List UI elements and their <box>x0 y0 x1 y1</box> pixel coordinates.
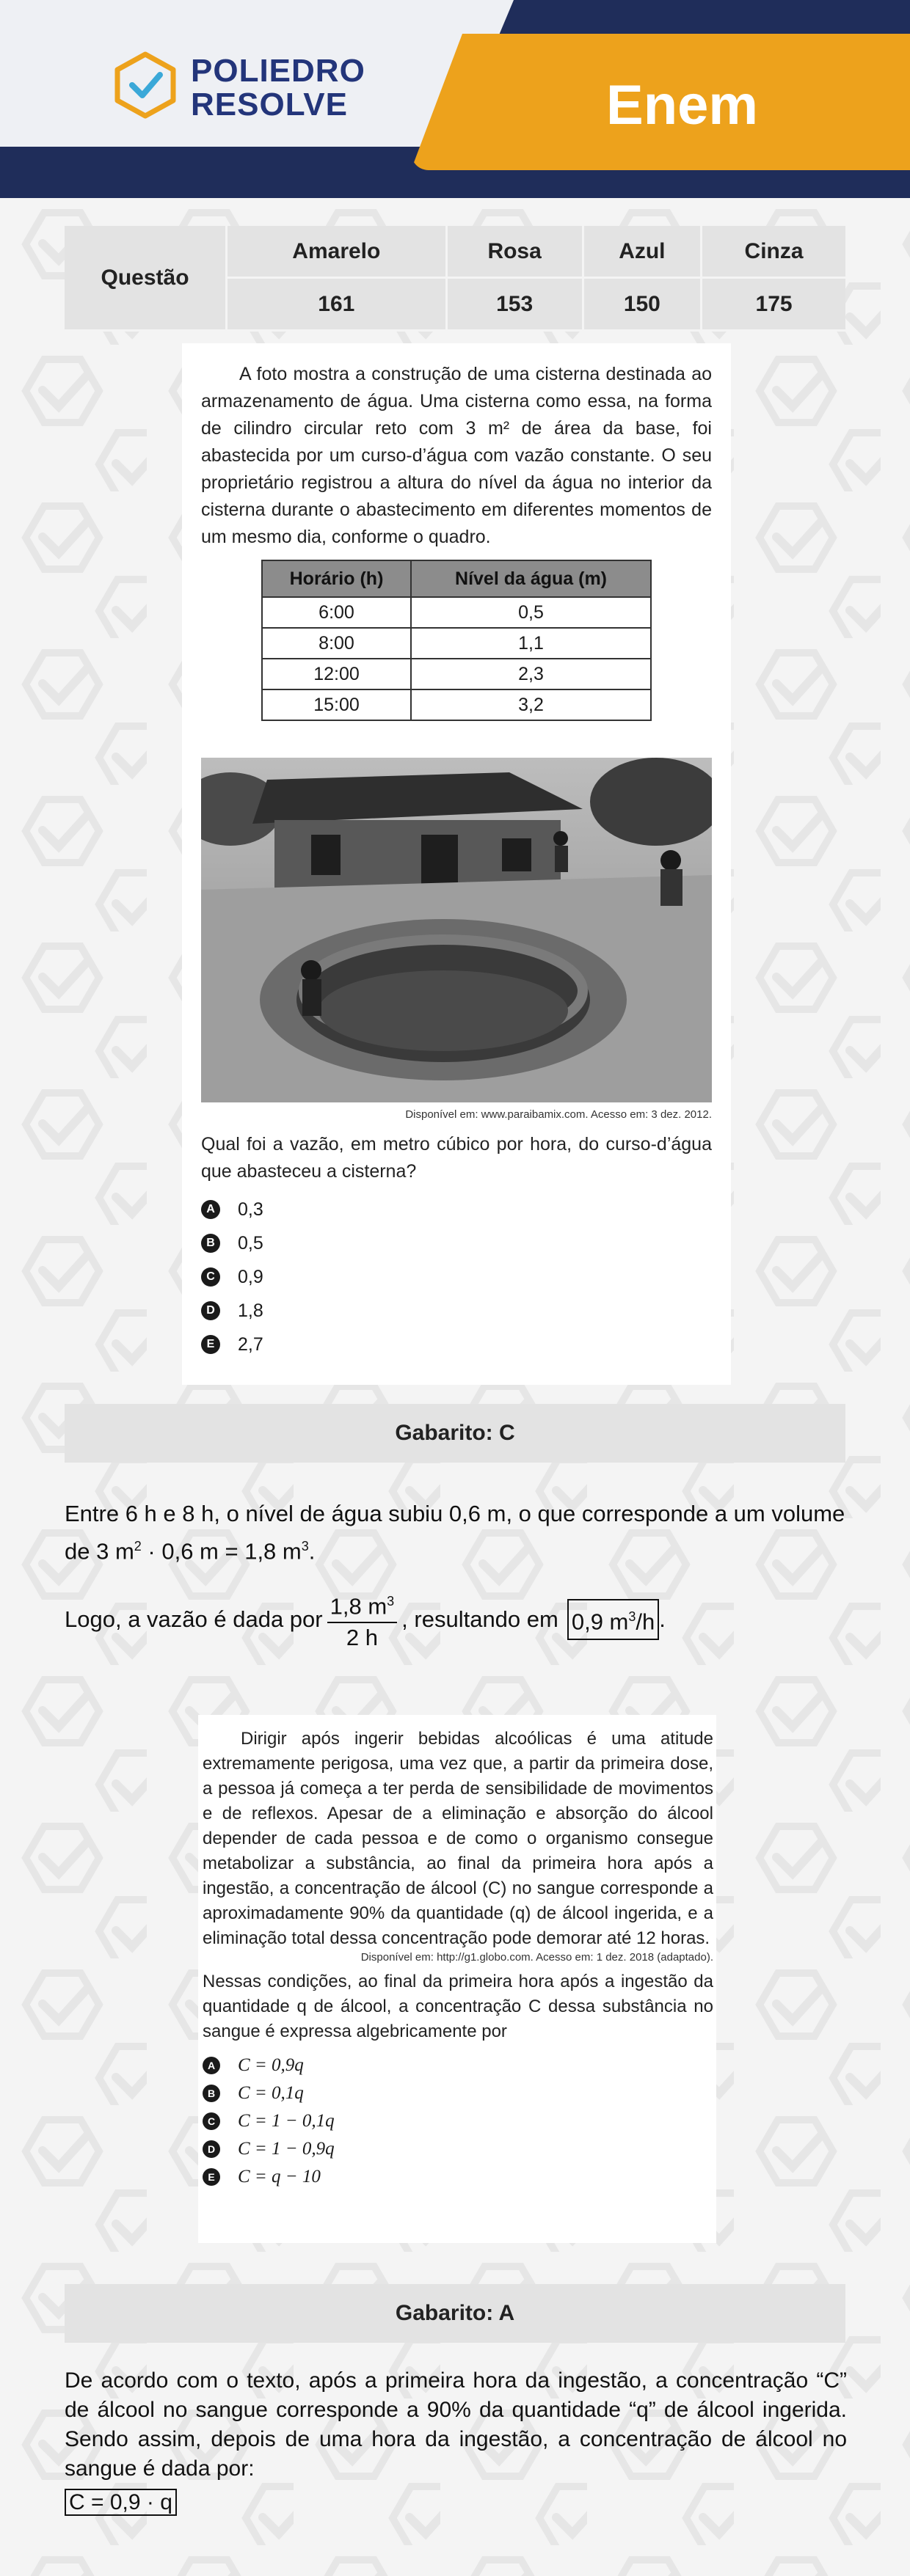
option-b[interactable] <box>201 1226 712 1260</box>
brand-logo-text <box>191 54 365 122</box>
option-text: C = 1 − 0,1q <box>238 2111 335 2131</box>
solution-1-boxed-answer: 0,9 $m^3/h$ <box>567 1599 659 1639</box>
option-text: C = 0,1q <box>238 2083 304 2103</box>
table-header-row <box>262 560 651 597</box>
question-1-question: Qual foi a vazão, em metro cúbico por hora, do curso-d’água que abasteceu a cisterna? <box>201 1134 712 1182</box>
solution-2 <box>65 2366 847 2517</box>
table-cell: 2,3 <box>411 659 651 689</box>
column-header-azul: Azul <box>584 226 703 279</box>
question-number-azul: 150 <box>584 279 703 332</box>
water-level-table <box>261 560 652 721</box>
flow-fraction <box>327 1587 398 1652</box>
option-e[interactable] <box>201 1328 712 1361</box>
table-row <box>65 226 845 279</box>
option-text: 0,3 <box>238 1199 263 1220</box>
column-header-cinza: Cinza <box>702 226 845 279</box>
option-text: 1,8 <box>238 1300 263 1321</box>
solution-1-text: · 0,6 m = 1,8 m <box>141 1538 302 1565</box>
answer-key-banner-2: Gabarito: A <box>65 2284 845 2343</box>
solution-1-text: , resultando em <box>401 1606 558 1632</box>
boxed-answer-unit: /h <box>636 1609 655 1635</box>
option-c[interactable] <box>203 2107 713 2135</box>
solution-1-line-3 <box>65 1587 847 1652</box>
option-d[interactable] <box>201 1294 712 1328</box>
option-text: 2,7 <box>238 1333 263 1355</box>
solution-1 <box>65 1498 847 1653</box>
solution-1-text: . <box>308 1538 316 1565</box>
option-letter-icon: D <box>203 2140 220 2158</box>
option-b[interactable] <box>203 2079 713 2107</box>
table-row <box>262 597 651 628</box>
table-cell: 8:00 <box>262 628 411 659</box>
question-label: Questão <box>65 226 228 332</box>
boxed-answer-text: C = 0,9 · q <box>65 2489 177 2516</box>
exam-title: Enem <box>606 74 758 136</box>
option-e[interactable] <box>203 2163 713 2191</box>
fraction-numerator: 1,8 $m^3$ <box>327 1587 398 1622</box>
question-1-source: Disponível em: www.paraibamix.com. Acesso em: 3 dez. 2012. <box>405 1108 712 1121</box>
page-header <box>0 0 910 198</box>
question-number-rosa: 153 <box>448 279 584 332</box>
option-d[interactable] <box>203 2135 713 2163</box>
fraction-denominator: 2 h <box>346 1624 378 1650</box>
question-number-amarelo: 161 <box>228 279 448 332</box>
question-number-cinza: 175 <box>702 279 845 332</box>
option-letter-icon: A <box>201 1200 220 1219</box>
solution-1-text: de 3 m <box>65 1538 134 1565</box>
solution-1-text: Logo, a vazão é dada por <box>65 1606 323 1632</box>
table-cell: 1,1 <box>411 628 651 659</box>
cistern-photo <box>201 758 712 1102</box>
question-2-block <box>198 1715 716 2243</box>
table-header-time: Horário (h) <box>262 560 411 597</box>
solution-1-line-2: de 3 $m^2 \cdot 0,6$ m = 1,8 $m^3$. <box>65 1538 316 1565</box>
table-cell: 0,5 <box>411 597 651 628</box>
option-letter-icon: D <box>201 1301 220 1320</box>
question-number-table <box>65 226 845 332</box>
poliedro-check-icon <box>112 51 179 119</box>
table-row <box>262 689 651 720</box>
option-a[interactable] <box>201 1193 712 1226</box>
question-2-statement: Dirigir após ingerir bebidas alcoólicas é uma atitude extremamente perigosa, uma vez que, a partir da primeira dose, a pessoa já começa a ter perda de sensibilidade de movimentos e de reflexos. Apesar de a eliminação e absorção do álcool depender de cada pessoa e de como o organismo consegue metabolizar a substância, ao final da primeira hora após a ingestão, a concentração de álcool (C) no sangue corresponde a aproximadamente 90% da quantidade (q) de álcool ingerida, e a eliminação total dessa concentração pode demorar até 12 horas. <box>203 1729 713 1948</box>
option-letter-icon: C <box>201 1267 220 1287</box>
solution-2-boxed-answer <box>65 2488 847 2517</box>
option-letter-icon: C <box>203 2112 220 2130</box>
column-header-amarelo: Amarelo <box>228 226 448 279</box>
option-text: 0,9 <box>238 1266 263 1287</box>
question-2-source: Disponível em: http://g1.globo.com. Acesso em: 1 dez. 2018 (adaptado). <box>360 1951 713 1964</box>
option-letter-icon: E <box>201 1335 220 1354</box>
option-text: C = 1 − 0,9q <box>238 2139 335 2159</box>
option-a[interactable] <box>203 2052 713 2079</box>
table-cell: 12:00 <box>262 659 411 689</box>
option-text: C = 0,9q <box>238 2055 304 2075</box>
answer-key-banner-1: Gabarito: C <box>65 1404 845 1463</box>
table-row <box>262 628 651 659</box>
boxed-answer-text: 0,9 m <box>571 1609 629 1635</box>
option-text: 0,5 <box>238 1232 263 1254</box>
question-1-statement: A foto mostra a construção de uma cisterna destinada ao armazenamento de água. Uma cisterna como essa, na forma de cilindro circular reto com 3 m² de área da base, foi abastecida por um curso-d’água com vazão constante. O seu proprietário registrou a altura do nível da água no interior da cisterna durante o abastecimento em diferentes momentos de um mesmo dia, conforme o quadro. <box>201 364 712 547</box>
option-text: C = q − 10 <box>238 2167 321 2187</box>
brand-line-2: RESOLVE <box>191 87 349 122</box>
solution-2-text: De acordo com o texto, após a primeira hora da ingestão, a concentração “C” de álcool no sangue corresponde a 90% da quantidade “q” de álcool ingerida. Sendo assim, depois de uma hora da ingestão, a concentração de álcool no sangue é dada por: <box>65 2368 847 2481</box>
option-letter-icon: A <box>203 2057 220 2074</box>
column-header-rosa: Rosa <box>448 226 584 279</box>
table-cell: 15:00 <box>262 689 411 720</box>
option-letter-icon: E <box>203 2168 220 2186</box>
table-row <box>262 659 651 689</box>
table-header-level: Nível da água (m) <box>411 560 651 597</box>
table-cell: 3,2 <box>411 689 651 720</box>
question-2-options <box>203 2052 713 2191</box>
option-letter-icon: B <box>203 2085 220 2102</box>
solution-1-line-1: Entre 6 h e 8 h, o nível de água subiu 0,6 m, o que corresponde a um volume <box>65 1501 845 1526</box>
numerator-text: 1,8 m <box>330 1593 387 1620</box>
option-letter-icon: B <box>201 1234 220 1253</box>
question-1-block <box>182 343 731 1385</box>
question-2-question: Nessas condições, ao final da primeira hora após a ingestão da quantidade q de álcool, a concentração C dessa substância no sangue é expressa algebricamente por <box>203 1972 713 2041</box>
table-cell: 6:00 <box>262 597 411 628</box>
question-1-options <box>201 1193 712 1361</box>
option-c[interactable] <box>201 1260 712 1294</box>
brand-line-1: POLIEDRO <box>191 53 365 89</box>
solution-1-text: . <box>659 1606 666 1632</box>
